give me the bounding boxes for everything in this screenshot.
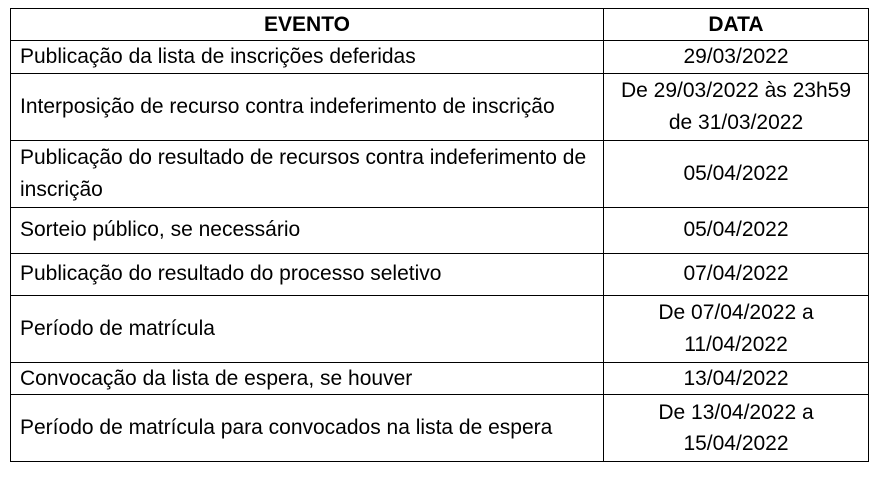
evento-cell: Sorteio público, se necessário	[11, 207, 604, 253]
table-row	[11, 395, 869, 462]
schedule-table	[10, 8, 869, 462]
table-row	[11, 73, 869, 140]
table-header-row	[11, 9, 869, 41]
table-row	[11, 253, 869, 295]
table-row	[11, 362, 869, 395]
header-data: DATA	[604, 9, 869, 41]
evento-cell: Publicação do resultado do processo seletivo	[11, 253, 604, 295]
data-cell: De 29/03/2022 às 23h59 de 31/03/2022	[604, 73, 869, 140]
evento-cell: Publicação do resultado de recursos contra indeferimento de inscrição	[11, 140, 604, 207]
evento-cell: Período de matrícula	[11, 295, 604, 362]
data-cell: 05/04/2022	[604, 140, 869, 207]
evento-cell: Período de matrícula para convocados na lista de espera	[11, 395, 604, 462]
data-cell: 13/04/2022	[604, 362, 869, 395]
table-row	[11, 140, 869, 207]
data-cell: 07/04/2022	[604, 253, 869, 295]
evento-cell: Interposição de recurso contra indeferimento de inscrição	[11, 73, 604, 140]
data-cell: 29/03/2022	[604, 41, 869, 74]
evento-cell: Publicação da lista de inscrições deferidas	[11, 41, 604, 74]
data-cell: 05/04/2022	[604, 207, 869, 253]
table-row	[11, 295, 869, 362]
data-cell: De 07/04/2022 a 11/04/2022	[604, 295, 869, 362]
table-row	[11, 207, 869, 253]
data-cell: De 13/04/2022 a 15/04/2022	[604, 395, 869, 462]
header-evento: EVENTO	[11, 9, 604, 41]
evento-cell: Convocação da lista de espera, se houver	[11, 362, 604, 395]
table-row	[11, 41, 869, 74]
